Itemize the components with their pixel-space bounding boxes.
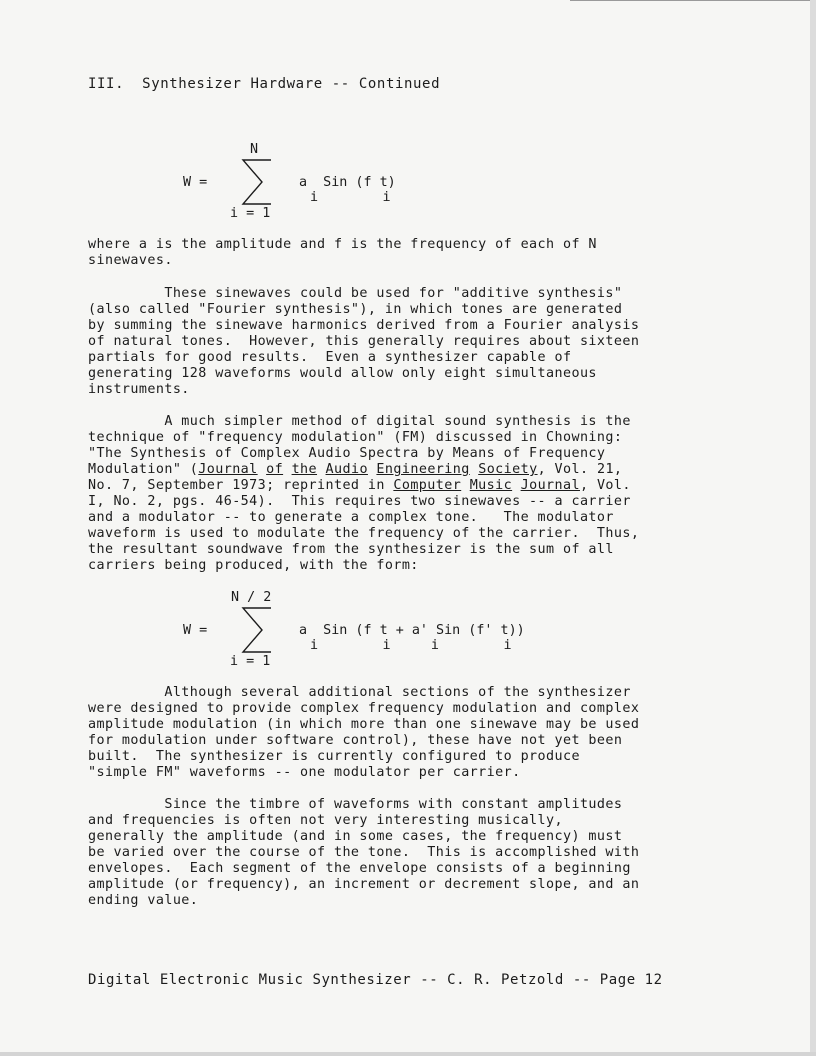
eq1-subscripts: i i bbox=[310, 190, 391, 205]
journal-title-aes: Journal bbox=[198, 462, 258, 478]
paragraph-5: Since the timbre of waveforms with constant amplitudes and frequencies is often not very interesting musically, generally the amplitude (and in some cases, the frequency) must be varied over the course of the tone. This is accomplished with envelopes. Each segment of the envelope consists of a beginning amplitude (or frequency), an increment or decrement slope, and an ending value. bbox=[88, 797, 640, 909]
section-header: III. Synthesizer Hardware -- Continued bbox=[88, 76, 441, 92]
journal-title-cmj: Computer bbox=[393, 478, 462, 494]
summation-icon bbox=[240, 158, 274, 206]
eq1-lhs: W = bbox=[183, 175, 208, 190]
summation-icon bbox=[240, 606, 274, 654]
paragraph-2: These sinewaves could be used for "additive synthesis" (also called "Fourier synthesis"), in which tones are generated by summing the sinewave harmonics derived from a Fourier analysis of natural tones. However, this generally requires about sixteen partials for good results. Even a synthesizer capable of generating 128 waveforms would allow only eight simultaneous instruments. bbox=[88, 286, 640, 398]
eq2-lower-limit: i = 1 bbox=[230, 654, 271, 669]
eq1-lower-limit: i = 1 bbox=[230, 206, 271, 221]
eq1-body: a Sin (f t) bbox=[299, 175, 396, 190]
paragraph-4: Although several additional sections of the synthesizer were designed to provide complex frequency modulation and complex amplitude modulation (in which more than one sinewave may be used for modulation under software control), these have not yet been built. The synthesizer is currently configured to produce "simple FM" waveforms -- one modulator per carrier. bbox=[88, 685, 640, 781]
page-footer: Digital Electronic Music Synthesizer -- C. R. Petzold -- Page 12 bbox=[88, 972, 663, 988]
paragraph-3: A much simpler method of digital sound synthesis is the technique of "frequency modulation" (FM) discussed in Chowning: "The Synthesis of Complex Audio Spectra by Means of Frequency Modulation" (Journal of the Audio Engineering Society, Vol. 21, No. 7, September 1973; reprinted in Computer Music Journal, Vol. I, No. 2, pgs. 46-54). This requires two sinewaves -- a carrier and a modulator -- to generate a complex tone. The modulator waveform is used to modulate the frequency of the carrier. Thus, the resultant soundwave from the synthesizer is the sum of all carriers being produced, with the form: bbox=[88, 414, 640, 574]
top-edge-line bbox=[570, 0, 810, 1]
eq2-subscripts: i i i i bbox=[310, 638, 512, 653]
eq2-upper-limit: N / 2 bbox=[231, 590, 272, 605]
eq1-upper-limit: N bbox=[250, 142, 259, 157]
paragraph-1: where a is the amplitude and f is the frequency of each of N sinewaves. bbox=[88, 237, 597, 269]
page-edge-right bbox=[810, 0, 816, 1056]
eq2-lhs: W = bbox=[183, 623, 208, 638]
page-edge-bottom bbox=[0, 1052, 816, 1056]
eq2-body: a Sin (f t + a' Sin (f' t)) bbox=[299, 623, 525, 638]
